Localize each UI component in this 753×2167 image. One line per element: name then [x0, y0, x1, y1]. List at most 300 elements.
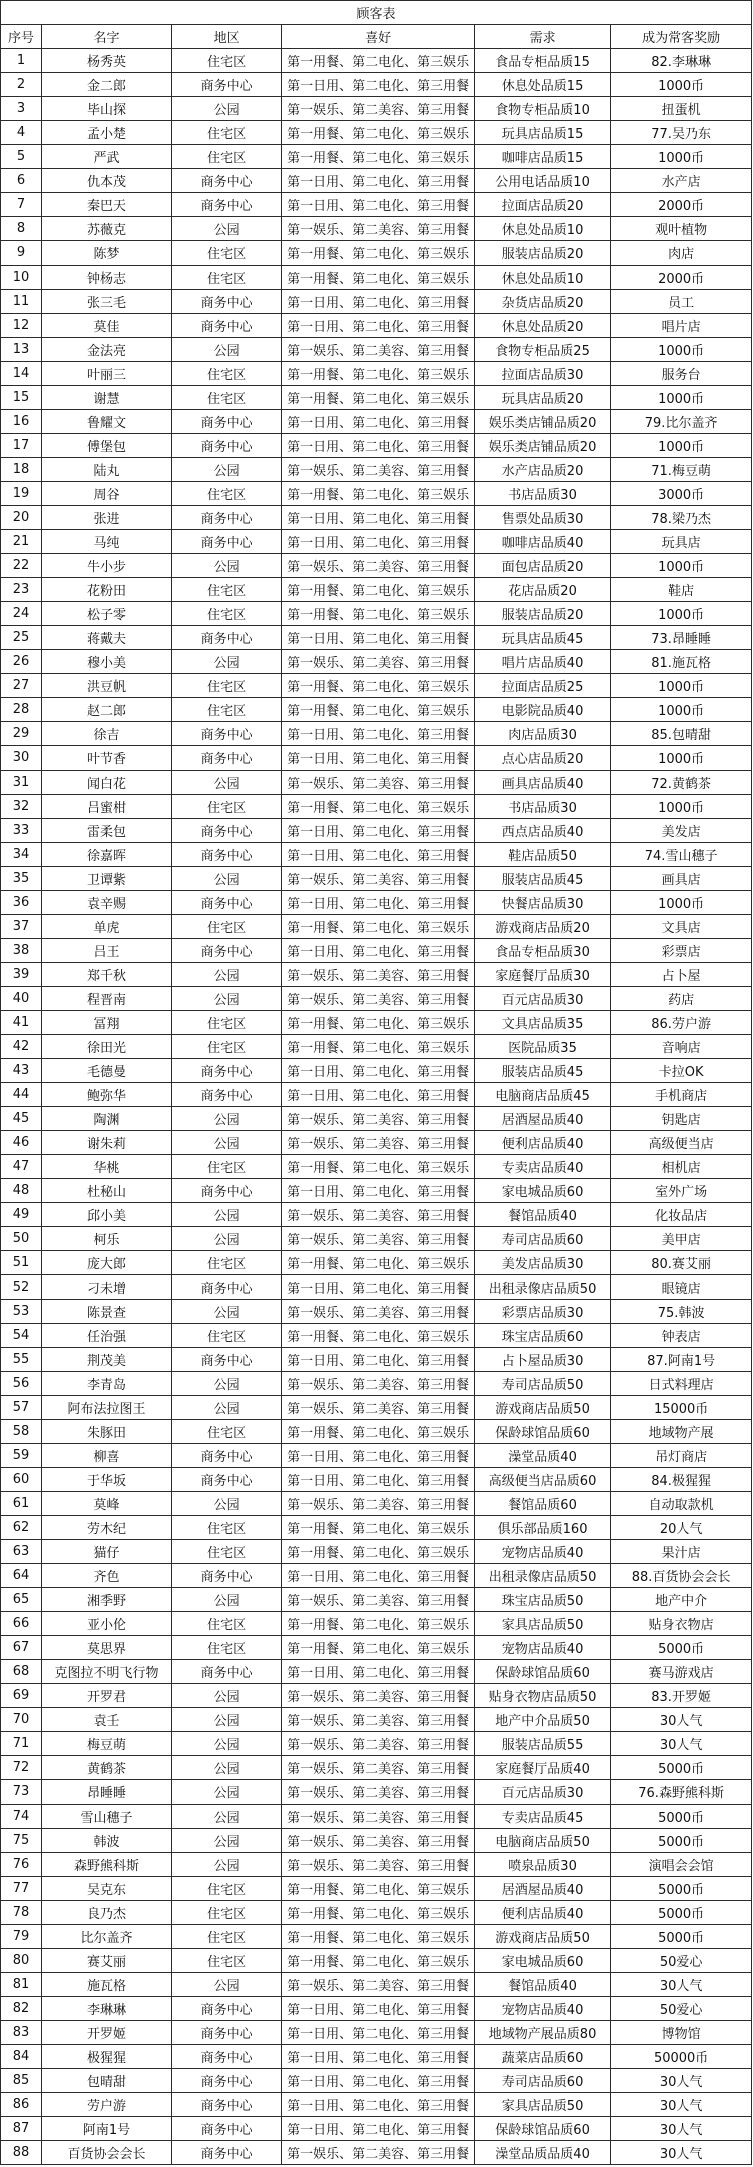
cell-seq: 6: [1, 169, 42, 193]
table-row: [1, 1588, 752, 1612]
cell-seq: 52: [1, 1275, 42, 1299]
cell-reward: 88.百货协会会长: [611, 1564, 752, 1588]
cell-name: 鲍弥华: [42, 1083, 172, 1107]
cell-reward: 73.昂睡睡: [611, 626, 752, 650]
cell-seq: 78: [1, 1900, 42, 1924]
table-row: [1, 962, 752, 986]
cell-reward: 1000币: [611, 554, 752, 578]
cell-preference: 第一娱乐、第二美容、第三用餐: [282, 1131, 475, 1155]
cell-reward: 1000币: [611, 385, 752, 409]
cell-demand: 餐馆品质40: [474, 1203, 610, 1227]
cell-area: 商务中心: [171, 1347, 281, 1371]
cell-area: 商务中心: [171, 746, 281, 770]
cell-reward: 唱片店: [611, 313, 752, 337]
cell-seq: 84: [1, 2044, 42, 2068]
cell-preference: 第一娱乐、第二美容、第三用餐: [282, 1395, 475, 1419]
cell-preference: 第一用餐、第二电化、第三娱乐: [282, 602, 475, 626]
cell-demand: 游戏商店品质20: [474, 914, 610, 938]
header-seq: 序号: [1, 25, 42, 49]
cell-seq: 79: [1, 1924, 42, 1948]
table-row: [1, 1299, 752, 1323]
cell-preference: 第一娱乐、第二美容、第三用餐: [282, 1371, 475, 1395]
cell-demand: 游戏商店品质50: [474, 1395, 610, 1419]
cell-seq: 36: [1, 890, 42, 914]
cell-seq: 55: [1, 1347, 42, 1371]
cell-demand: 水产店品质20: [474, 457, 610, 481]
cell-seq: 47: [1, 1155, 42, 1179]
cell-area: 公园: [171, 1491, 281, 1515]
table-row: [1, 554, 752, 578]
cell-reward: 20人气: [611, 1515, 752, 1539]
header-name: 名字: [42, 25, 172, 49]
cell-name: 金法亮: [42, 337, 172, 361]
table-row: [1, 746, 752, 770]
cell-demand: 出租录像店品质50: [474, 1564, 610, 1588]
cell-seq: 40: [1, 986, 42, 1010]
cell-demand: 家电城品质60: [474, 1179, 610, 1203]
cell-demand: 咖啡店品质15: [474, 145, 610, 169]
cell-preference: 第一娱乐、第二美容、第三用餐: [282, 1299, 475, 1323]
cell-name: 百货协会会长: [42, 2141, 172, 2165]
cell-seq: 15: [1, 385, 42, 409]
cell-area: 公园: [171, 1203, 281, 1227]
cell-reward: 化妆品店: [611, 1203, 752, 1227]
cell-reward: 86.劳户游: [611, 1010, 752, 1034]
cell-preference: 第一日用、第二电化、第三用餐: [282, 73, 475, 97]
cell-name: 赵二郎: [42, 698, 172, 722]
cell-name: 徐嘉晖: [42, 842, 172, 866]
cell-demand: 服装店品质55: [474, 1732, 610, 1756]
cell-preference: 第一用餐、第二电化、第三娱乐: [282, 361, 475, 385]
cell-preference: 第一日用、第二电化、第三用餐: [282, 530, 475, 554]
cell-name: 柯乐: [42, 1227, 172, 1251]
cell-preference: 第一日用、第二电化、第三用餐: [282, 818, 475, 842]
cell-seq: 28: [1, 698, 42, 722]
cell-preference: 第一日用、第二电化、第三用餐: [282, 193, 475, 217]
cell-name: 莫思界: [42, 1636, 172, 1660]
table-row: [1, 97, 752, 121]
cell-area: 商务中心: [171, 1660, 281, 1684]
cell-demand: 寿司店品质60: [474, 2069, 610, 2093]
header-reward: 成为常客奖励: [611, 25, 752, 49]
cell-demand: 家庭餐厅品质30: [474, 962, 610, 986]
cell-name: 齐色: [42, 1564, 172, 1588]
cell-area: 商务中心: [171, 73, 281, 97]
cell-name: 钟杨志: [42, 265, 172, 289]
cell-name: 吴克东: [42, 1876, 172, 1900]
cell-name: 克图拉不明飞行物: [42, 1660, 172, 1684]
cell-area: 住宅区: [171, 1636, 281, 1660]
cell-demand: 寿司店品质50: [474, 1371, 610, 1395]
cell-reward: 服务台: [611, 361, 752, 385]
cell-demand: 花店品质20: [474, 578, 610, 602]
cell-preference: 第一娱乐、第二美容、第三用餐: [282, 217, 475, 241]
cell-reward: 赛马游戏店: [611, 1660, 752, 1684]
cell-demand: 书店品质30: [474, 794, 610, 818]
cell-name: 松子零: [42, 602, 172, 626]
table-row: [1, 914, 752, 938]
cell-area: 商务中心: [171, 938, 281, 962]
cell-reward: 30人气: [611, 2069, 752, 2093]
cell-area: 公园: [171, 1299, 281, 1323]
cell-name: 湘季野: [42, 1588, 172, 1612]
cell-seq: 39: [1, 962, 42, 986]
cell-demand: 寿司店品质60: [474, 1227, 610, 1251]
cell-reward: 30人气: [611, 1972, 752, 1996]
cell-seq: 8: [1, 217, 42, 241]
cell-name: 韩波: [42, 1828, 172, 1852]
cell-preference: 第一用餐、第二电化、第三娱乐: [282, 49, 475, 73]
cell-reward: 扭蛋机: [611, 97, 752, 121]
cell-preference: 第一娱乐、第二美容、第三用餐: [282, 1708, 475, 1732]
cell-area: 公园: [171, 650, 281, 674]
table-row: [1, 1347, 752, 1371]
cell-preference: 第一日用、第二电化、第三用餐: [282, 938, 475, 962]
cell-reward: 自动取款机: [611, 1491, 752, 1515]
table-row: [1, 1564, 752, 1588]
cell-reward: 50爱心: [611, 1948, 752, 1972]
table-row: [1, 409, 752, 433]
cell-preference: 第一日用、第二电化、第三用餐: [282, 1443, 475, 1467]
cell-area: 住宅区: [171, 481, 281, 505]
cell-demand: 娱乐类店铺品质20: [474, 433, 610, 457]
cell-area: 住宅区: [171, 578, 281, 602]
cell-demand: 肉店品质30: [474, 722, 610, 746]
cell-seq: 51: [1, 1251, 42, 1275]
cell-preference: 第一日用、第二电化、第三用餐: [282, 2020, 475, 2044]
cell-area: 公园: [171, 1395, 281, 1419]
cell-area: 住宅区: [171, 265, 281, 289]
cell-seq: 9: [1, 241, 42, 265]
cell-preference: 第一日用、第二电化、第三用餐: [282, 2069, 475, 2093]
cell-seq: 54: [1, 1323, 42, 1347]
cell-preference: 第一用餐、第二电化、第三娱乐: [282, 1419, 475, 1443]
cell-demand: 百元店品质30: [474, 986, 610, 1010]
table-row: [1, 505, 752, 529]
cell-area: 公园: [171, 1780, 281, 1804]
cell-preference: 第一日用、第二电化、第三用餐: [282, 169, 475, 193]
cell-area: 公园: [171, 1227, 281, 1251]
cell-demand: 拉面店品质30: [474, 361, 610, 385]
cell-reward: 文具店: [611, 914, 752, 938]
cell-name: 刁未增: [42, 1275, 172, 1299]
table-row: [1, 1684, 752, 1708]
cell-demand: 拉面店品质25: [474, 674, 610, 698]
table-row: [1, 986, 752, 1010]
cell-area: 公园: [171, 986, 281, 1010]
table-row: [1, 650, 752, 674]
cell-seq: 2: [1, 73, 42, 97]
cell-demand: 食品专柜品质15: [474, 49, 610, 73]
table-row: [1, 73, 752, 97]
cell-preference: 第一日用、第二电化、第三用餐: [282, 505, 475, 529]
cell-area: 商务中心: [171, 722, 281, 746]
cell-seq: 66: [1, 1612, 42, 1636]
cell-area: 公园: [171, 1828, 281, 1852]
cell-name: 苏薇克: [42, 217, 172, 241]
cell-name: 于华坂: [42, 1467, 172, 1491]
table-row: [1, 217, 752, 241]
cell-demand: 电影院品质40: [474, 698, 610, 722]
table-row: [1, 1179, 752, 1203]
cell-preference: 第一日用、第二电化、第三用餐: [282, 890, 475, 914]
cell-demand: 休息处品质10: [474, 265, 610, 289]
table-row: [1, 2141, 752, 2165]
cell-demand: 电脑商店品质45: [474, 1083, 610, 1107]
cell-name: 雷柔包: [42, 818, 172, 842]
table-row: [1, 1612, 752, 1636]
cell-reward: 30人气: [611, 1708, 752, 1732]
table-row: [1, 1732, 752, 1756]
cell-name: 严武: [42, 145, 172, 169]
cell-reward: 日式料理店: [611, 1371, 752, 1395]
cell-seq: 30: [1, 746, 42, 770]
cell-preference: 第一用餐、第二电化、第三娱乐: [282, 794, 475, 818]
cell-reward: 美发店: [611, 818, 752, 842]
cell-demand: 家庭餐厅品质40: [474, 1756, 610, 1780]
table-row: [1, 1900, 752, 1924]
cell-reward: 手机商店: [611, 1083, 752, 1107]
table-row: [1, 818, 752, 842]
table-row: [1, 313, 752, 337]
cell-name: 秦巴天: [42, 193, 172, 217]
cell-reward: 果汁店: [611, 1540, 752, 1564]
cell-seq: 23: [1, 578, 42, 602]
cell-reward: 84.极猩猩: [611, 1467, 752, 1491]
cell-seq: 60: [1, 1467, 42, 1491]
cell-reward: 相机店: [611, 1155, 752, 1179]
cell-area: 住宅区: [171, 1155, 281, 1179]
table-row: [1, 49, 752, 73]
table-row: [1, 866, 752, 890]
cell-reward: 美甲店: [611, 1227, 752, 1251]
table-row: [1, 1491, 752, 1515]
cell-demand: 餐馆品质60: [474, 1491, 610, 1515]
cell-name: 孟小楚: [42, 121, 172, 145]
cell-seq: 62: [1, 1515, 42, 1539]
cell-preference: 第一娱乐、第二美容、第三用餐: [282, 770, 475, 794]
cell-name: 包晴甜: [42, 2069, 172, 2093]
cell-seq: 12: [1, 313, 42, 337]
cell-area: 商务中心: [171, 1275, 281, 1299]
cell-demand: 珠宝店品质50: [474, 1588, 610, 1612]
cell-reward: 吊灯商店: [611, 1443, 752, 1467]
table-row: [1, 1876, 752, 1900]
cell-demand: 杂货店品质20: [474, 289, 610, 313]
cell-seq: 58: [1, 1419, 42, 1443]
cell-demand: 地域物产展品质80: [474, 2020, 610, 2044]
cell-area: 公园: [171, 457, 281, 481]
cell-preference: 第一娱乐、第二美容、第三用餐: [282, 1852, 475, 1876]
cell-seq: 27: [1, 674, 42, 698]
cell-reward: 1000币: [611, 73, 752, 97]
cell-area: 商务中心: [171, 2044, 281, 2068]
cell-area: 住宅区: [171, 121, 281, 145]
cell-reward: 钟表店: [611, 1323, 752, 1347]
cell-name: 花粉田: [42, 578, 172, 602]
cell-reward: 卡拉OK: [611, 1059, 752, 1083]
cell-name: 袁辛赐: [42, 890, 172, 914]
cell-preference: 第一用餐、第二电化、第三娱乐: [282, 914, 475, 938]
cell-seq: 46: [1, 1131, 42, 1155]
cell-name: 徐吉: [42, 722, 172, 746]
cell-reward: 演唱会会馆: [611, 1852, 752, 1876]
cell-reward: 高级便当店: [611, 1131, 752, 1155]
cell-demand: 点心店品质20: [474, 746, 610, 770]
cell-preference: 第一日用、第二电化、第三用餐: [282, 433, 475, 457]
cell-seq: 38: [1, 938, 42, 962]
cell-preference: 第一娱乐、第二美容、第三用餐: [282, 1780, 475, 1804]
cell-area: 商务中心: [171, 169, 281, 193]
cell-area: 商务中心: [171, 1443, 281, 1467]
table-row: [1, 1780, 752, 1804]
cell-reward: 5000币: [611, 1756, 752, 1780]
cell-demand: 医院品质35: [474, 1035, 610, 1059]
cell-reward: 79.比尔盖齐: [611, 409, 752, 433]
cell-preference: 第一日用、第二电化、第三用餐: [282, 1996, 475, 2020]
cell-demand: 休息处品质15: [474, 73, 610, 97]
cell-reward: 眼镜店: [611, 1275, 752, 1299]
cell-name: 毕山探: [42, 97, 172, 121]
cell-name: 比尔盖齐: [42, 1924, 172, 1948]
cell-demand: 书店品质30: [474, 481, 610, 505]
cell-name: 陈景查: [42, 1299, 172, 1323]
cell-reward: 80.赛艾丽: [611, 1251, 752, 1275]
cell-area: 公园: [171, 866, 281, 890]
cell-seq: 19: [1, 481, 42, 505]
table-row: [1, 2044, 752, 2068]
cell-preference: 第一用餐、第二电化、第三娱乐: [282, 1155, 475, 1179]
cell-seq: 18: [1, 457, 42, 481]
cell-seq: 61: [1, 1491, 42, 1515]
cell-reward: 药店: [611, 986, 752, 1010]
cell-seq: 68: [1, 1660, 42, 1684]
cell-name: 穆小美: [42, 650, 172, 674]
cell-demand: 咖啡店品质40: [474, 530, 610, 554]
header-preference: 喜好: [282, 25, 475, 49]
cell-reward: 81.施瓦格: [611, 650, 752, 674]
cell-area: 商务中心: [171, 2069, 281, 2093]
cell-name: 莫峰: [42, 1491, 172, 1515]
cell-area: 公园: [171, 1588, 281, 1612]
cell-seq: 11: [1, 289, 42, 313]
cell-demand: 地产中介品质50: [474, 1708, 610, 1732]
cell-name: 开罗姬: [42, 2020, 172, 2044]
cell-demand: 保龄球馆品质60: [474, 1660, 610, 1684]
cell-name: 雪山穗子: [42, 1804, 172, 1828]
cell-reward: 30人气: [611, 2141, 752, 2165]
cell-seq: 67: [1, 1636, 42, 1660]
cell-reward: 博物馆: [611, 2020, 752, 2044]
cell-demand: 美发店品质30: [474, 1251, 610, 1275]
cell-area: 公园: [171, 1852, 281, 1876]
cell-demand: 百元店品质30: [474, 1780, 610, 1804]
table-row: [1, 457, 752, 481]
table-row: [1, 265, 752, 289]
cell-reward: 71.梅豆萌: [611, 457, 752, 481]
cell-demand: 贴身衣物店品质50: [474, 1684, 610, 1708]
cell-preference: 第一娱乐、第二美容、第三用餐: [282, 1756, 475, 1780]
cell-reward: 地产中介: [611, 1588, 752, 1612]
cell-name: 柳喜: [42, 1443, 172, 1467]
cell-area: 商务中心: [171, 1179, 281, 1203]
cell-demand: 玩具店品质45: [474, 626, 610, 650]
cell-preference: 第一用餐、第二电化、第三娱乐: [282, 578, 475, 602]
table-row: [1, 193, 752, 217]
table-row: [1, 337, 752, 361]
cell-name: 冨翔: [42, 1010, 172, 1034]
table-row: [1, 145, 752, 169]
cell-reward: 76.森野熊科斯: [611, 1780, 752, 1804]
cell-preference: 第一娱乐、第二美容、第三用餐: [282, 650, 475, 674]
cell-name: 猫仔: [42, 1540, 172, 1564]
cell-seq: 14: [1, 361, 42, 385]
cell-preference: 第一用餐、第二电化、第三娱乐: [282, 385, 475, 409]
cell-area: 商务中心: [171, 433, 281, 457]
cell-area: 住宅区: [171, 361, 281, 385]
cell-reward: 地域物产展: [611, 1419, 752, 1443]
cell-demand: 西点店品质40: [474, 818, 610, 842]
cell-seq: 70: [1, 1708, 42, 1732]
cell-reward: 3000币: [611, 481, 752, 505]
cell-seq: 4: [1, 121, 42, 145]
header-demand: 需求: [474, 25, 610, 49]
cell-reward: 75.韩波: [611, 1299, 752, 1323]
cell-preference: 第一用餐、第二电化、第三娱乐: [282, 1612, 475, 1636]
cell-area: 住宅区: [171, 241, 281, 265]
cell-preference: 第一日用、第二电化、第三用餐: [282, 842, 475, 866]
table-row: [1, 481, 752, 505]
cell-name: 叶节香: [42, 746, 172, 770]
cell-name: 朱豚田: [42, 1419, 172, 1443]
cell-area: 公园: [171, 1756, 281, 1780]
cell-seq: 75: [1, 1828, 42, 1852]
cell-demand: 珠宝店品质60: [474, 1323, 610, 1347]
cell-name: 邱小美: [42, 1203, 172, 1227]
cell-name: 亚小伦: [42, 1612, 172, 1636]
cell-demand: 服装店品质45: [474, 866, 610, 890]
cell-demand: 喷泉品质30: [474, 1852, 610, 1876]
table-row: [1, 241, 752, 265]
cell-demand: 宠物店品质40: [474, 1636, 610, 1660]
cell-seq: 80: [1, 1948, 42, 1972]
cell-demand: 服装店品质45: [474, 1059, 610, 1083]
cell-area: 公园: [171, 337, 281, 361]
cell-demand: 居酒屋品质40: [474, 1107, 610, 1131]
cell-seq: 72: [1, 1756, 42, 1780]
cell-demand: 服装店品质20: [474, 241, 610, 265]
cell-demand: 家具店品质50: [474, 2093, 610, 2117]
cell-reward: 50000币: [611, 2044, 752, 2068]
table-row: [1, 1708, 752, 1732]
cell-area: 商务中心: [171, 1996, 281, 2020]
cell-name: 郑千秋: [42, 962, 172, 986]
cell-name: 黄鹤茶: [42, 1756, 172, 1780]
cell-area: 住宅区: [171, 1251, 281, 1275]
cell-name: 李青岛: [42, 1371, 172, 1395]
cell-demand: 便利店品质40: [474, 1131, 610, 1155]
cell-preference: 第一日用、第二电化、第三用餐: [282, 2044, 475, 2068]
cell-demand: 澡堂品质40: [474, 1443, 610, 1467]
cell-name: 陶渊: [42, 1107, 172, 1131]
cell-preference: 第一娱乐、第二美容、第三用餐: [282, 554, 475, 578]
cell-area: 住宅区: [171, 914, 281, 938]
cell-reward: 水产店: [611, 169, 752, 193]
cell-demand: 保龄球馆品质60: [474, 2117, 610, 2141]
cell-area: 住宅区: [171, 385, 281, 409]
cell-demand: 休息处品质10: [474, 217, 610, 241]
cell-preference: 第一娱乐、第二美容、第三用餐: [282, 457, 475, 481]
